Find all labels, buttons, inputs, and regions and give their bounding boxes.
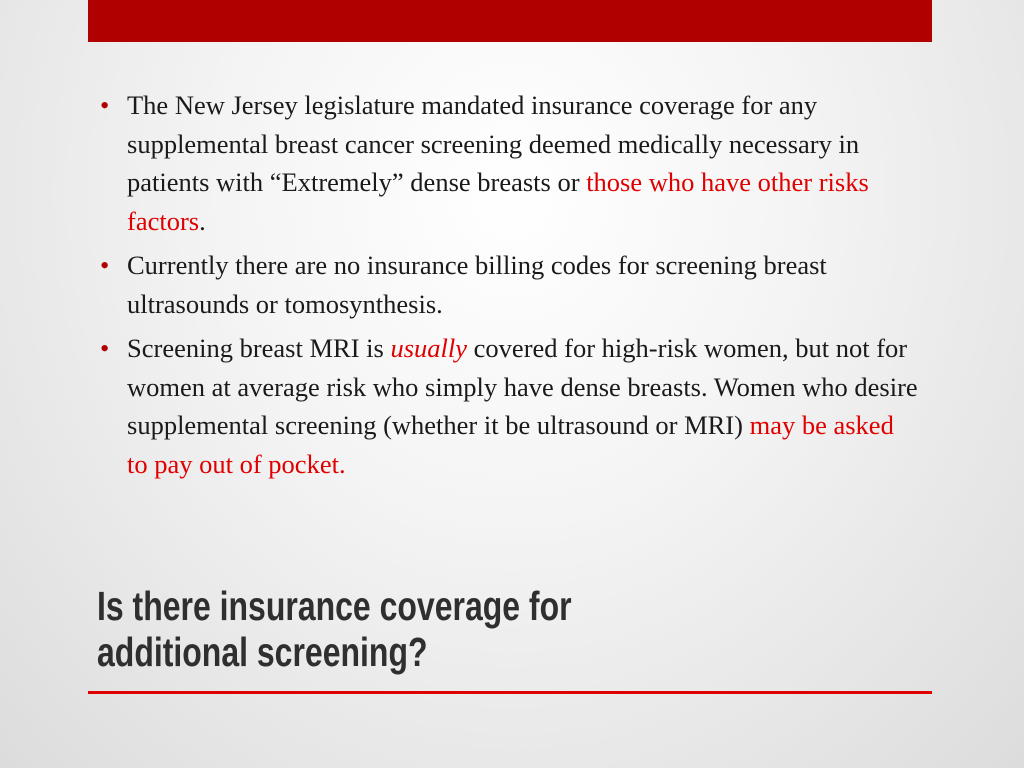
slide-title <box>97 583 737 675</box>
bullet-text-middle: covered for high-risk women, but not for women at average risk who simply have dense breasts. Women who desire supplemental screening (whether it be ultrasound or MRI) <box>127 333 918 440</box>
slide-body <box>100 86 920 489</box>
emphasis-text: usually <box>390 333 468 363</box>
bullet-text-end: . <box>199 205 206 236</box>
bullet-icon: • <box>100 90 110 120</box>
bullet-nj-mandate <box>100 86 920 240</box>
title-line-1: Is there insurance coverage for <box>97 583 572 629</box>
bullet-text: Currently there are no insurance billing codes for screening breast ultrasounds or tomosynthesis. <box>127 250 827 319</box>
title-underline <box>88 691 932 694</box>
highlight-text: those who have other risks factors <box>127 167 869 236</box>
bullet-icon: • <box>100 333 110 363</box>
bullet-billing-codes <box>100 246 920 323</box>
title-line-2: additional screening? <box>97 629 428 675</box>
highlight-text: may be asked to pay out of pocket. <box>127 410 894 479</box>
bullet-list <box>100 86 920 483</box>
bullet-text: The New Jersey legislature mandated insurance coverage for any supplemental breast cancer screening deemed medically necessary in patients with “Extremely” dense breasts or <box>127 90 860 197</box>
bullet-mri-coverage <box>100 329 920 483</box>
top-accent-bar <box>88 0 932 42</box>
bullet-icon: • <box>100 250 110 280</box>
bullet-text: Screening breast MRI is <box>127 333 391 363</box>
